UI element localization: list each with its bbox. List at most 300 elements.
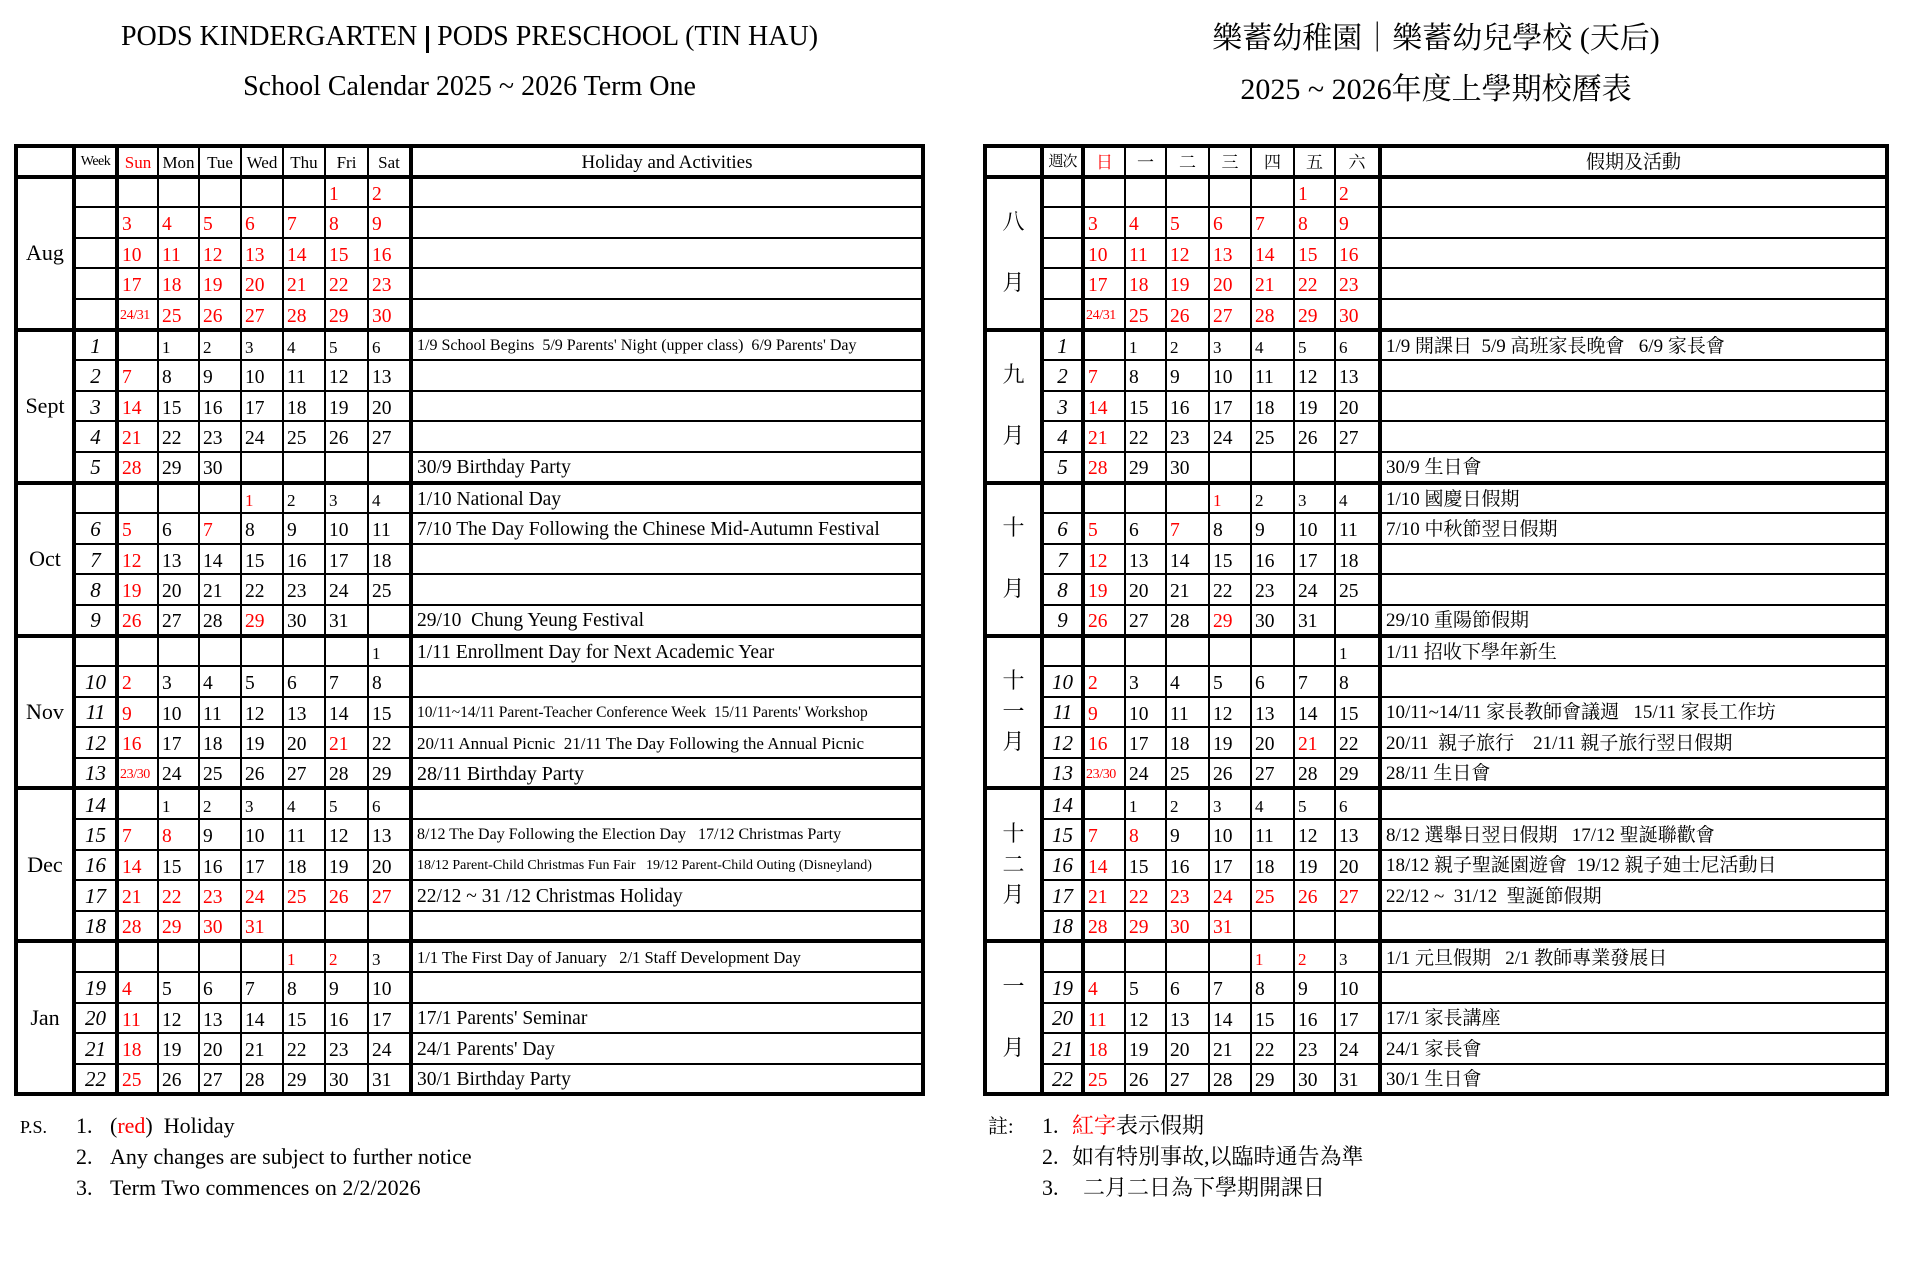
empty-date-cell (241, 941, 283, 972)
activity-cell (1380, 666, 1887, 697)
holiday-date-cell: 12 (1166, 238, 1209, 269)
holiday-date-cell: 9 (1335, 207, 1380, 238)
activity-cell (1380, 911, 1887, 942)
activity-cell: 1/11 Enrollment Day for Next Academic Year (411, 636, 923, 667)
week-number: 17 (1042, 880, 1083, 911)
month-label (987, 819, 1040, 911)
holiday-date-cell: 16 (368, 238, 411, 269)
empty-date-cell (117, 788, 158, 819)
activity-cell (411, 574, 923, 605)
date-cell: 23 (1251, 574, 1294, 605)
week-number: 6 (1042, 513, 1083, 544)
date-cell: 4 (1166, 666, 1209, 697)
footnote-item (988, 1172, 1364, 1203)
date-cell: 13 (1125, 544, 1166, 575)
holiday-date-cell: 19 (1166, 268, 1209, 299)
week-number (74, 941, 117, 972)
holiday-date-cell: 29 (241, 605, 283, 636)
holiday-date-cell: 29 (325, 299, 368, 330)
activity-cell (1380, 177, 1887, 208)
date-cell: 14 (241, 1003, 283, 1034)
holiday-date-cell: 8 (1125, 819, 1166, 850)
holiday-date-cell: 30 (199, 911, 241, 942)
holiday-date-cell: 21 (1251, 268, 1294, 299)
holiday-date-cell: 11 (117, 1003, 158, 1034)
week-row (985, 207, 1887, 238)
date-cell: 27 (158, 605, 199, 636)
month-label-char: 八 (1002, 209, 1025, 235)
holiday-date-cell: 10 (1083, 238, 1125, 269)
empty-date-cell (1125, 483, 1166, 514)
date-cell: 15 (1125, 391, 1166, 422)
date-cell: 10 (368, 972, 411, 1003)
holiday-date-cell: 22 (1125, 880, 1166, 911)
activity-cell: 30/1 Birthday Party (411, 1064, 923, 1095)
week-number (1042, 636, 1083, 667)
date-cell: 18 (199, 727, 241, 758)
holiday-date-cell: 23/30 (1083, 758, 1125, 789)
date-cell: 25 (1251, 421, 1294, 452)
holiday-date-cell: 13 (241, 238, 283, 269)
holiday-date-cell: 18 (158, 268, 199, 299)
footnote-item (988, 1141, 1364, 1172)
month-label (987, 972, 1040, 1064)
date-cell: 4 (199, 666, 241, 697)
week-row (16, 819, 923, 850)
month-label: Nov (26, 698, 64, 724)
week-row (16, 238, 923, 269)
holiday-date-cell: 16 (1335, 238, 1380, 269)
holiday-date-cell: 24 (241, 880, 283, 911)
month-label (987, 207, 1040, 299)
week-number: 18 (74, 911, 117, 942)
week-number: 5 (74, 452, 117, 483)
date-cell: 21 (199, 574, 241, 605)
empty-date-cell (158, 483, 199, 514)
holiday-date-cell: 31 (241, 911, 283, 942)
date-cell: 20 (368, 391, 411, 422)
month-label: Jan (30, 1004, 60, 1030)
week-row (16, 636, 923, 667)
date-cell: 5 (1209, 666, 1251, 697)
month-label-cell (985, 330, 1042, 483)
holiday-date-cell: 19 (117, 574, 158, 605)
holiday-date-cell: 9 (368, 207, 411, 238)
date-cell: 9 (199, 819, 241, 850)
activity-cell: 1/10 National Day (411, 483, 923, 514)
holiday-date-cell: 29 (1294, 299, 1335, 330)
date-cell: 19 (325, 850, 368, 881)
date-cell: 10 (1209, 360, 1251, 391)
date-cell: 22 (368, 727, 411, 758)
empty-date-cell (1083, 788, 1125, 819)
week-row (16, 544, 923, 575)
activity-cell (1380, 360, 1887, 391)
date-cell: 2 (199, 788, 241, 819)
holiday-date-cell: 25 (1125, 299, 1166, 330)
date-cell: 17 (325, 544, 368, 575)
week-column-header: 週次 (1042, 146, 1083, 177)
week-row (16, 727, 923, 758)
month-label: Dec (27, 851, 63, 877)
holiday-date-cell: 7 (199, 513, 241, 544)
date-cell: 28 (1209, 1064, 1251, 1095)
activity-cell (411, 972, 923, 1003)
day-header-mon: 一 (1125, 146, 1166, 177)
month-label-cell (985, 636, 1042, 789)
week-number: 11 (74, 697, 117, 728)
date-cell: 27 (1125, 605, 1166, 636)
empty-date-cell (325, 911, 368, 942)
activity-cell: 1/1 元旦假期 2/1 教師專業發展日 (1380, 941, 1887, 972)
week-row (16, 1064, 923, 1095)
date-cell: 25 (1166, 758, 1209, 789)
week-number: 16 (74, 850, 117, 881)
holiday-date-cell: 21 (1294, 727, 1335, 758)
date-cell: 13 (283, 697, 325, 728)
holiday-date-cell: 2 (368, 177, 411, 208)
footnote-item (988, 1110, 1364, 1141)
holiday-date-cell: 25 (1083, 1064, 1125, 1095)
week-number: 8 (1042, 574, 1083, 605)
week-row (16, 421, 923, 452)
week-row (985, 1003, 1887, 1034)
week-row (985, 238, 1887, 269)
holiday-date-cell: 26 (1294, 880, 1335, 911)
week-row (985, 391, 1887, 422)
activity-cell: 30/1 生日會 (1380, 1064, 1887, 1095)
empty-date-cell (325, 636, 368, 667)
date-cell: 30 (199, 452, 241, 483)
activity-cell (411, 360, 923, 391)
empty-date-cell (1166, 483, 1209, 514)
date-cell: 3 (1209, 788, 1251, 819)
month-label-char: 十 (1002, 668, 1025, 694)
date-cell: 15 (283, 1003, 325, 1034)
date-cell: 6 (199, 972, 241, 1003)
week-row (985, 483, 1887, 514)
holiday-date-cell: 13 (1209, 238, 1251, 269)
date-cell: 6 (283, 666, 325, 697)
week-row (985, 513, 1887, 544)
english-calendar-body (16, 177, 923, 1095)
holiday-date-cell: 26 (117, 605, 158, 636)
month-label-cell (985, 788, 1042, 941)
week-number: 21 (74, 1033, 117, 1064)
date-cell: 9 (199, 360, 241, 391)
holiday-date-cell: 23/30 (117, 758, 158, 789)
date-cell: 30 (1294, 1064, 1335, 1095)
date-cell: 6 (368, 330, 411, 361)
holiday-date-cell: 25 (117, 1064, 158, 1095)
holiday-date-cell: 27 (1209, 299, 1251, 330)
empty-date-cell (325, 452, 368, 483)
holiday-date-cell: 7 (117, 360, 158, 391)
date-cell: 12 (1294, 819, 1335, 850)
activity-cell (1380, 299, 1887, 330)
week-row (985, 758, 1887, 789)
holiday-date-cell: 9 (117, 697, 158, 728)
month-label-cell (16, 177, 74, 330)
activity-cell: 22/12 ~ 31 /12 Christmas Holiday (411, 880, 923, 911)
empty-date-cell (199, 177, 241, 208)
date-cell: 19 (1125, 1033, 1166, 1064)
holiday-date-cell: 29 (1209, 605, 1251, 636)
week-row (985, 697, 1887, 728)
empty-date-cell (241, 452, 283, 483)
holiday-date-cell: 27 (368, 880, 411, 911)
holiday-date-cell: 3 (117, 207, 158, 238)
date-cell: 16 (199, 850, 241, 881)
month-label (987, 666, 1040, 758)
empty-date-cell (1251, 911, 1294, 942)
date-cell: 8 (1251, 972, 1294, 1003)
footnote-text-pre: ( (110, 1113, 118, 1138)
date-cell: 4 (1251, 788, 1294, 819)
english-calendar-table (14, 144, 925, 1096)
date-cell: 16 (1166, 850, 1209, 881)
date-cell: 15 (1209, 544, 1251, 575)
date-cell: 10 (1294, 513, 1335, 544)
week-number: 7 (1042, 544, 1083, 575)
empty-date-cell (1166, 636, 1209, 667)
holiday-date-cell: 7 (117, 819, 158, 850)
empty-date-cell (1125, 177, 1166, 208)
date-cell: 13 (1335, 360, 1380, 391)
holiday-date-cell: 11 (1125, 238, 1166, 269)
date-cell: 30 (1166, 452, 1209, 483)
holiday-date-cell: 21 (325, 727, 368, 758)
holiday-date-cell: 28 (283, 299, 325, 330)
date-cell: 23 (1294, 1033, 1335, 1064)
date-cell: 20 (1166, 1033, 1209, 1064)
holiday-date-cell: 25 (1251, 880, 1294, 911)
empty-date-cell (117, 483, 158, 514)
date-cell: 3 (241, 330, 283, 361)
activities-column-header: Holiday and Activities (411, 146, 923, 177)
activities-column-header: 假期及活動 (1380, 146, 1887, 177)
week-number: 2 (1042, 360, 1083, 391)
empty-date-cell (283, 452, 325, 483)
holiday-date-cell: 23 (1335, 268, 1380, 299)
month-label-char: 二 (1002, 851, 1025, 877)
activity-cell: 18/12 Parent-Child Christmas Fun Fair 19/12 Parent-Child Outing (Disneyland) (411, 850, 923, 881)
date-cell: 10 (241, 360, 283, 391)
holiday-date-cell: 24/31 (117, 299, 158, 330)
week-row (16, 850, 923, 881)
week-row (985, 605, 1887, 636)
date-cell: 21 (241, 1033, 283, 1064)
date-cell: 3 (325, 483, 368, 514)
month-label-char: 月 (1002, 576, 1025, 602)
date-cell: 14 (199, 544, 241, 575)
date-cell: 10 (241, 819, 283, 850)
date-cell: 15 (368, 697, 411, 728)
holiday-date-cell: 4 (1083, 972, 1125, 1003)
activity-cell: 17/1 Parents' Seminar (411, 1003, 923, 1034)
empty-date-cell (199, 636, 241, 667)
holiday-date-cell: 7 (1083, 360, 1125, 391)
date-cell: 5 (1294, 788, 1335, 819)
holiday-date-cell: 7 (1083, 819, 1125, 850)
date-cell: 6 (1251, 666, 1294, 697)
week-row (985, 666, 1887, 697)
date-cell: 24 (325, 574, 368, 605)
day-header-sun: 日 (1083, 146, 1125, 177)
empty-date-cell (199, 483, 241, 514)
month-label (987, 513, 1040, 605)
date-cell: 26 (1125, 1064, 1166, 1095)
holiday-date-cell: 7 (283, 207, 325, 238)
week-column-header: Week (74, 146, 117, 177)
date-cell: 24 (1294, 574, 1335, 605)
week-row (985, 788, 1887, 819)
date-cell: 26 (1294, 421, 1335, 452)
day-header-mon: Mon (158, 146, 199, 177)
date-cell: 9 (1251, 513, 1294, 544)
holiday-date-cell: 14 (1083, 850, 1125, 881)
holiday-date-cell: 5 (117, 513, 158, 544)
holiday-date-cell: 26 (1166, 299, 1209, 330)
month-label-cell (985, 941, 1042, 1094)
date-cell: 8 (241, 513, 283, 544)
holiday-date-cell: 30 (1335, 299, 1380, 330)
date-cell: 7 (325, 666, 368, 697)
empty-date-cell (283, 911, 325, 942)
activity-cell: 7/10 中秋節翌日假期 (1380, 513, 1887, 544)
english-calendar-subtitle: School Calendar 2025 ~ 2026 Term One (243, 71, 696, 102)
week-row (16, 788, 923, 819)
footnote-number: 3. (76, 1175, 93, 1200)
date-cell: 13 (158, 544, 199, 575)
chinese-footnotes (988, 1110, 1364, 1203)
month-column-header (16, 146, 74, 177)
day-header-thu: 四 (1251, 146, 1294, 177)
chinese-calendar-subtitle: 2025 ~ 2026年度上學期校曆表 (1240, 73, 1632, 106)
date-cell: 5 (1125, 972, 1166, 1003)
english-school-title (14, 20, 925, 54)
date-cell: 30 (1251, 605, 1294, 636)
week-row (985, 819, 1887, 850)
empty-date-cell (1335, 605, 1380, 636)
date-cell: 26 (241, 758, 283, 789)
empty-date-cell (368, 605, 411, 636)
date-cell: 8 (1335, 666, 1380, 697)
day-header-sat: Sat (368, 146, 411, 177)
week-number: 8 (74, 574, 117, 605)
week-row (985, 636, 1887, 667)
week-row (985, 268, 1887, 299)
holiday-date-cell: 18 (1083, 1033, 1125, 1064)
week-row (16, 483, 923, 514)
holiday-date-cell: 27 (241, 299, 283, 330)
week-row (985, 177, 1887, 208)
holiday-date-cell: 4 (117, 972, 158, 1003)
day-header-wed: 三 (1209, 146, 1251, 177)
holiday-date-cell: 8 (325, 207, 368, 238)
header-row (985, 146, 1887, 177)
date-cell: 4 (283, 330, 325, 361)
week-number: 22 (1042, 1064, 1083, 1095)
date-cell: 1 (158, 330, 199, 361)
empty-date-cell (1083, 636, 1125, 667)
holiday-date-cell: 6 (1209, 207, 1251, 238)
empty-date-cell (1294, 636, 1335, 667)
date-cell: 4 (368, 483, 411, 514)
date-cell: 28 (1166, 605, 1209, 636)
date-cell: 3 (1125, 666, 1166, 697)
date-cell: 28 (325, 758, 368, 789)
date-cell: 17 (241, 391, 283, 422)
week-number: 19 (74, 972, 117, 1003)
footnote-number: 2. (76, 1144, 93, 1169)
holiday-date-cell: 9 (1083, 697, 1125, 728)
date-cell: 7 (241, 972, 283, 1003)
week-number: 4 (74, 421, 117, 452)
date-cell: 12 (1209, 697, 1251, 728)
date-cell: 3 (1294, 483, 1335, 514)
week-row (16, 880, 923, 911)
week-number (1042, 207, 1083, 238)
footnote-text-post: ) Holiday (145, 1113, 235, 1138)
week-number: 19 (1042, 972, 1083, 1003)
date-cell: 27 (1251, 758, 1294, 789)
day-header-thu: Thu (283, 146, 325, 177)
date-cell: 23 (325, 1033, 368, 1064)
empty-date-cell (1335, 911, 1380, 942)
month-column-header (985, 146, 1042, 177)
holiday-date-cell: 23 (199, 880, 241, 911)
empty-date-cell (117, 941, 158, 972)
date-cell: 12 (158, 1003, 199, 1034)
month-label-char: 九 (1002, 362, 1025, 388)
date-cell: 17 (1335, 1003, 1380, 1034)
date-cell: 16 (283, 544, 325, 575)
holiday-date-cell: 1 (1251, 941, 1294, 972)
holiday-date-cell: 30 (1166, 911, 1209, 942)
date-cell: 6 (1166, 972, 1209, 1003)
week-number (74, 207, 117, 238)
date-cell: 17 (368, 1003, 411, 1034)
activity-cell (1380, 207, 1887, 238)
date-cell: 9 (325, 972, 368, 1003)
week-number: 20 (74, 1003, 117, 1034)
date-cell: 19 (325, 391, 368, 422)
holiday-date-cell: 14 (283, 238, 325, 269)
footnote-number: 3. (1042, 1175, 1059, 1200)
holiday-date-cell: 14 (1083, 391, 1125, 422)
date-cell: 5 (325, 330, 368, 361)
week-row (985, 850, 1887, 881)
holiday-date-cell: 21 (1083, 880, 1125, 911)
date-cell: 31 (1335, 1064, 1380, 1095)
footnote-text-post: 表示假期 (1116, 1113, 1205, 1138)
date-cell: 1 (158, 788, 199, 819)
week-row (985, 574, 1887, 605)
date-cell: 12 (1125, 1003, 1166, 1034)
date-cell: 26 (158, 1064, 199, 1095)
empty-date-cell (117, 330, 158, 361)
week-row (985, 1064, 1887, 1095)
date-cell: 2 (1251, 483, 1294, 514)
date-cell: 20 (1125, 574, 1166, 605)
week-row (16, 574, 923, 605)
activity-cell (1380, 268, 1887, 299)
date-cell: 6 (158, 513, 199, 544)
date-cell: 1 (1125, 330, 1166, 361)
date-cell: 28 (241, 1064, 283, 1095)
date-cell: 2 (199, 330, 241, 361)
